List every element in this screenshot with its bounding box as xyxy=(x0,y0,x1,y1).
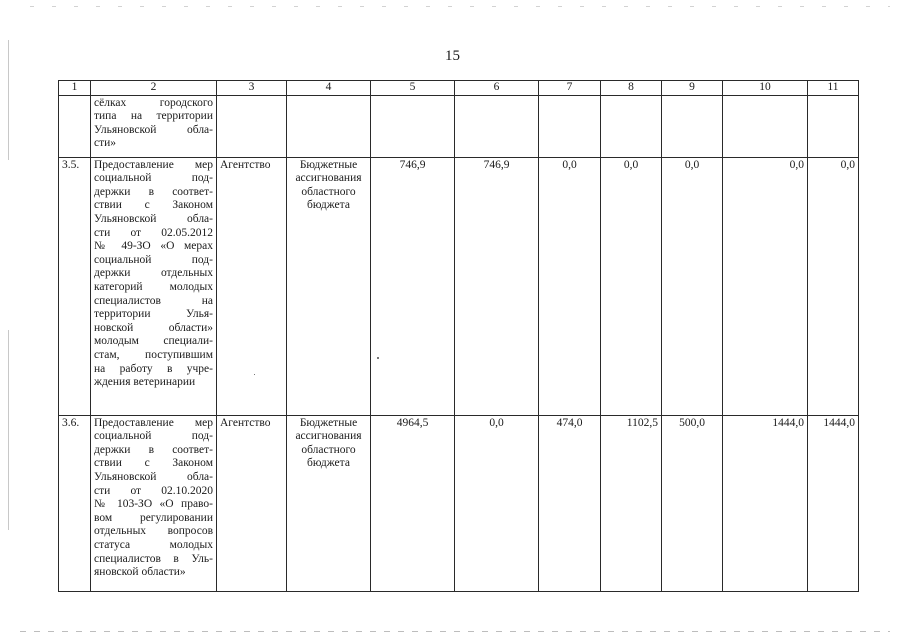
header-cell: 7 xyxy=(539,81,601,96)
measure-name xyxy=(91,157,217,415)
amount-cell: 0,0 xyxy=(455,415,539,591)
header-cell: 6 xyxy=(455,81,539,96)
amount-cell: 0,0 xyxy=(808,157,859,415)
measure-name-line: новской области» xyxy=(94,321,213,334)
amount-cell: 746,9 xyxy=(371,157,455,415)
item-number: 3.5. xyxy=(59,157,91,415)
header-cell: 3 xyxy=(217,81,287,96)
header-cell: 5 xyxy=(371,81,455,96)
table-body xyxy=(59,95,859,591)
header-cell: 11 xyxy=(808,81,859,96)
amount-cell: 0,0 xyxy=(723,157,808,415)
funding-source-line: Бюджетные xyxy=(299,416,358,429)
funding-source-line: бюджета xyxy=(307,457,350,470)
amount-cell xyxy=(455,95,539,157)
header-cell: 2 xyxy=(91,81,217,96)
measure-name-line: № 49-ЗО «О мерах xyxy=(94,240,213,253)
funding-source-line: ассигнования xyxy=(295,172,362,185)
executor xyxy=(217,95,287,157)
funding-source-line: областного xyxy=(301,443,356,456)
amount-cell: 1444,0 xyxy=(723,415,808,591)
measure-name-line: Предоставление мер xyxy=(94,158,213,171)
measure-name-line: ждения ветеринарии xyxy=(94,376,196,389)
amount-cell: 1102,5 xyxy=(601,415,662,591)
measure-name-line: типа на территории xyxy=(94,110,213,123)
measure-name-line: молодым специали- xyxy=(94,335,213,348)
amount-cell: 4964,5 xyxy=(371,415,455,591)
table-row xyxy=(59,415,859,591)
measure-name-line: стам, поступившим xyxy=(94,348,213,361)
measure-name-line: держки в соответ- xyxy=(94,185,213,198)
header-cell: 4 xyxy=(287,81,371,96)
page-number: 15 xyxy=(445,48,460,64)
budget-table xyxy=(58,80,859,592)
measure-name-line: социальной под- xyxy=(94,430,213,443)
measure-name-line: на работу в учре- xyxy=(94,362,213,375)
measure-name xyxy=(91,415,217,591)
measure-name-line: сти» xyxy=(94,137,117,150)
amount-cell: 500,0 xyxy=(662,415,723,591)
scan-left-edge xyxy=(8,330,9,530)
funding-source-line: ассигнования xyxy=(295,430,362,443)
measure-name-line: яновской области» xyxy=(94,566,186,579)
amount-cell xyxy=(371,95,455,157)
header-cell: 8 xyxy=(601,81,662,96)
amount-cell: 0,0 xyxy=(662,157,723,415)
measure-name-line: отдельных вопросов xyxy=(94,525,213,538)
measure-name-line: Ульяновской обла- xyxy=(94,212,213,225)
header-cell: 10 xyxy=(723,81,808,96)
amount-cell xyxy=(662,95,723,157)
measure-name-line: сёлках городского xyxy=(94,96,213,109)
item-number xyxy=(59,95,91,157)
amount-cell: 1444,0 xyxy=(808,415,859,591)
measure-name-line: специалистов в Уль- xyxy=(94,552,213,565)
scan-speck xyxy=(254,374,255,375)
executor: Агентство xyxy=(217,415,287,591)
amount-cell: 0,0 xyxy=(601,157,662,415)
measure-name-line: ствии с Законом xyxy=(94,457,213,470)
scan-top-edge xyxy=(30,6,890,7)
table-header xyxy=(59,81,859,96)
table-row xyxy=(59,157,859,415)
scan-bottom-edge xyxy=(20,631,890,632)
measure-name-line: сти от 02.05.2012 xyxy=(94,226,213,239)
funding-source xyxy=(287,415,371,591)
measure-name-line: вом регулировании xyxy=(94,511,213,524)
executor: Агентство xyxy=(217,157,287,415)
measure-name-line: Предоставление мер xyxy=(94,416,213,429)
measure-name-line: статуса молодых xyxy=(94,538,213,551)
header-cell: 9 xyxy=(662,81,723,96)
amount-cell xyxy=(723,95,808,157)
amount-cell xyxy=(539,95,601,157)
funding-source-line: областного xyxy=(301,185,356,198)
measure-name-line: держки в соответ- xyxy=(94,443,213,456)
measure-name-line: специалистов на xyxy=(94,294,213,307)
funding-source xyxy=(287,157,371,415)
item-number: 3.6. xyxy=(59,415,91,591)
table-row xyxy=(59,95,859,157)
measure-name-line: держки отдельных xyxy=(94,267,213,280)
funding-source-line: Бюджетные xyxy=(299,158,358,171)
amount-cell xyxy=(601,95,662,157)
measure-name-line: Ульяновской обла- xyxy=(94,470,213,483)
measure-name-line: № 103-ЗО «О право- xyxy=(94,498,213,511)
amount-cell: 746,9 xyxy=(455,157,539,415)
measure-name-line: Ульяновской обла- xyxy=(94,123,213,136)
amount-cell xyxy=(808,95,859,157)
measure-name-line: социальной под- xyxy=(94,172,213,185)
measure-name-line: социальной под- xyxy=(94,253,213,266)
funding-source-line: бюджета xyxy=(307,199,350,212)
measure-name xyxy=(91,95,217,157)
scan-speck xyxy=(377,357,379,359)
funding-source xyxy=(287,95,371,157)
amount-cell: 0,0 xyxy=(539,157,601,415)
measure-name-line: территории Улья- xyxy=(94,308,213,321)
measure-name-line: ствии с Законом xyxy=(94,199,213,212)
amount-cell: 474,0 xyxy=(539,415,601,591)
header-cell: 1 xyxy=(59,81,91,96)
measure-name-line: категорий молодых xyxy=(94,280,213,293)
measure-name-line: сти от 02.10.2020 xyxy=(94,484,213,497)
